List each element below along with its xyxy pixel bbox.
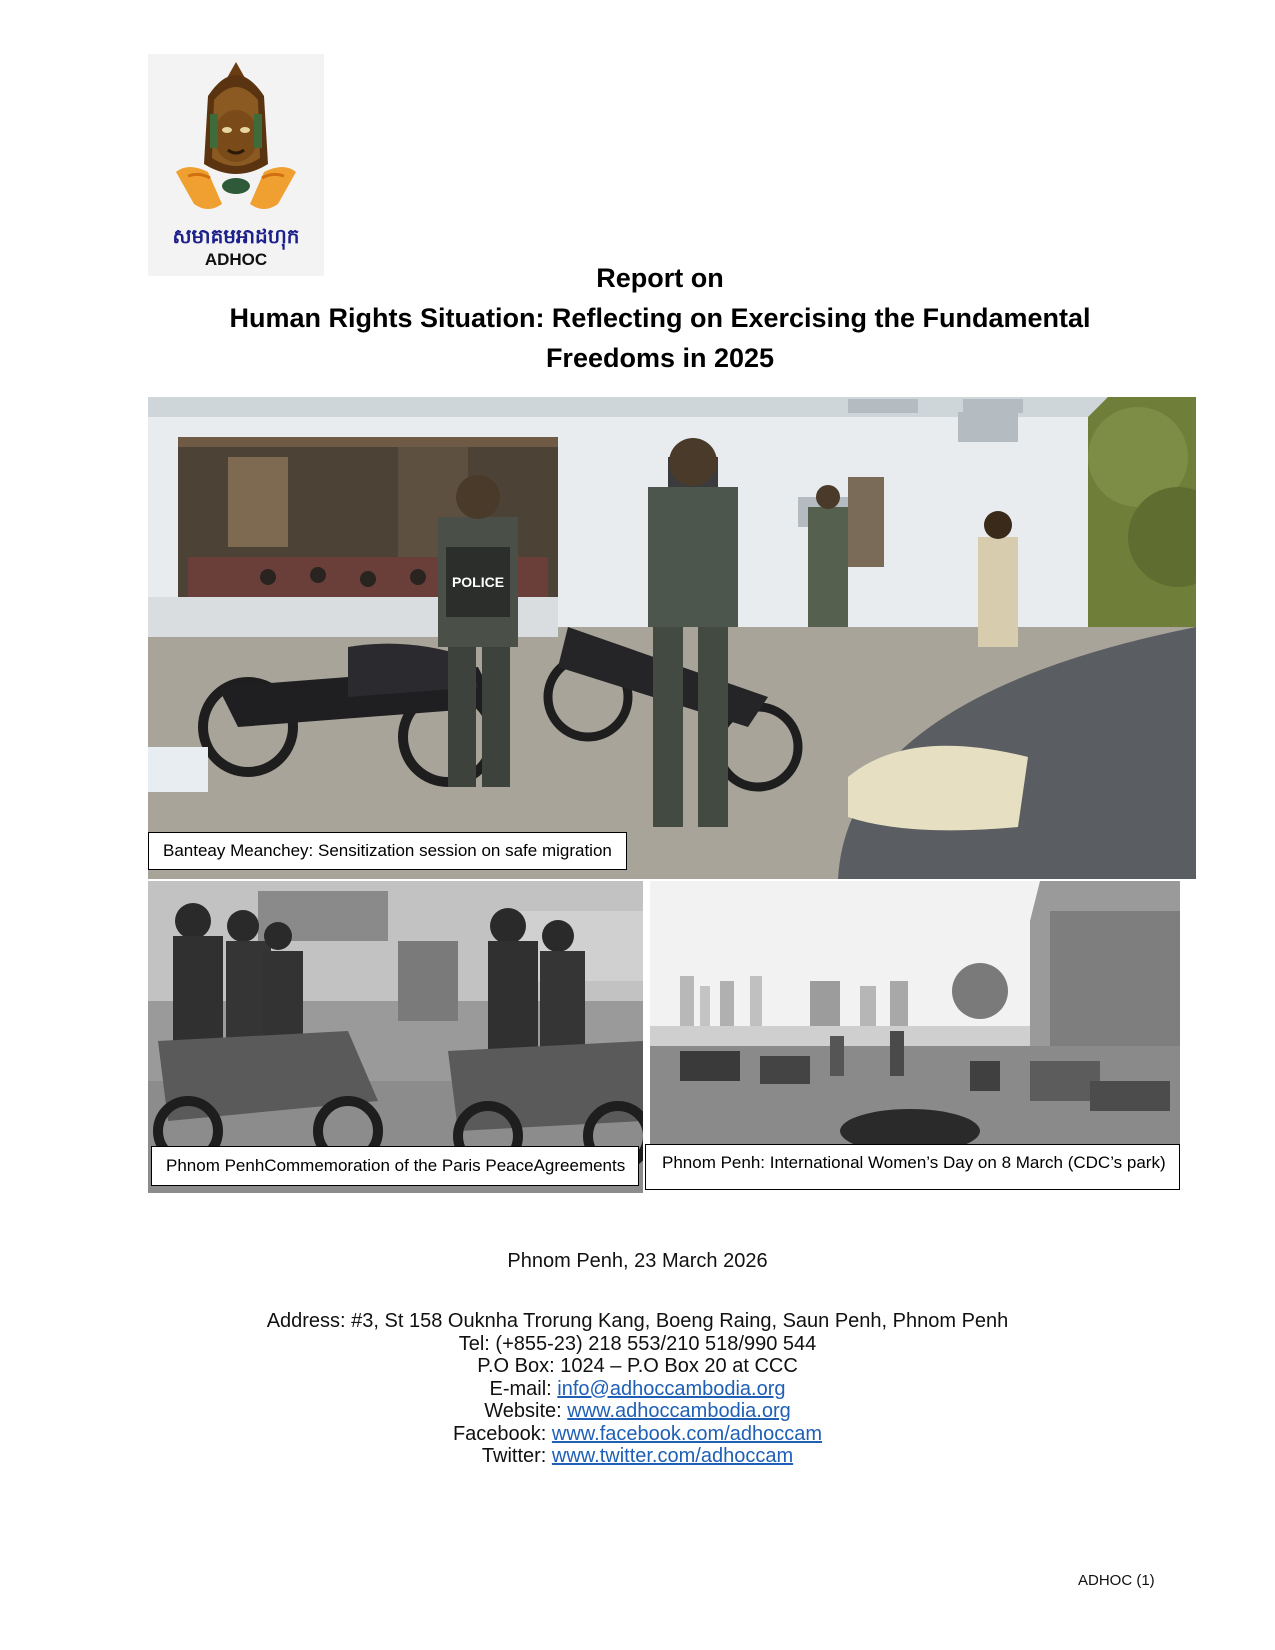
title-line-2: Human Rights Situation: Reflecting on Exercising the Fundamental bbox=[229, 303, 1091, 333]
facebook-label: Facebook: bbox=[452, 1422, 552, 1445]
contact-address: Address: #3, St 158 Ouknha Trorung Kang, Boeng Raing, Saun Penh, Phnom Penh bbox=[266, 1310, 1009, 1332]
twitter-label: Twitter: bbox=[481, 1445, 552, 1467]
caption-top-text: Banteay Meanchey: Sensitization session on safe migration bbox=[163, 841, 612, 860]
contact-twitter-line bbox=[0, 1445, 1275, 1468]
photo-womens-day bbox=[650, 881, 1180, 1156]
contact-po-box: P.O Box: 1024 – P.O Box 20 at CCC bbox=[477, 1355, 798, 1377]
facebook-link[interactable]: www.facebook.com/adhoccam bbox=[551, 1422, 823, 1445]
contact-email-line bbox=[0, 1378, 1275, 1401]
caption-bottom-left-photo bbox=[151, 1146, 639, 1186]
report-title bbox=[130, 258, 1190, 378]
email-label: E-mail: bbox=[489, 1377, 558, 1400]
logo-org-name: ADHOC bbox=[204, 250, 268, 269]
police-vest-label: POLICE bbox=[451, 574, 505, 590]
caption-bottom-right-photo bbox=[645, 1144, 1180, 1190]
title-line-1: Report on bbox=[596, 263, 724, 293]
website-link[interactable]: www.adhoccambodia.org bbox=[567, 1400, 791, 1422]
contact-block bbox=[0, 1310, 1275, 1468]
place-and-date: Phnom Penh, 23 March 2026 bbox=[507, 1250, 768, 1272]
website-label: Website: bbox=[484, 1400, 568, 1422]
photo-banteay-meanchey bbox=[148, 397, 1196, 879]
logo-khmer-text: សមាគមអាដហុក bbox=[172, 224, 300, 248]
contact-website-line bbox=[0, 1400, 1275, 1423]
email-link[interactable]: info@adhoccambodia.org bbox=[557, 1377, 786, 1400]
caption-bottom-left-text: Phnom PenhCommemoration of the Paris PeaceAgreements bbox=[166, 1156, 626, 1175]
page-footer: ADHOC (1) bbox=[1078, 1572, 1155, 1589]
title-line-3: Freedoms in 2025 bbox=[545, 343, 775, 373]
adhoc-logo bbox=[148, 54, 324, 276]
twitter-link[interactable]: www.twitter.com/adhoccam bbox=[551, 1445, 794, 1467]
contact-facebook-line bbox=[0, 1423, 1275, 1446]
caption-bottom-right-text: Phnom Penh: International Women’s Day on 8 March (CDC’s park) bbox=[662, 1153, 1166, 1172]
caption-top-photo bbox=[148, 832, 627, 870]
logo-mask-emblem bbox=[148, 54, 324, 224]
contact-tel: Tel: (+855-23) 218 553/210 518/990 544 bbox=[458, 1332, 817, 1355]
